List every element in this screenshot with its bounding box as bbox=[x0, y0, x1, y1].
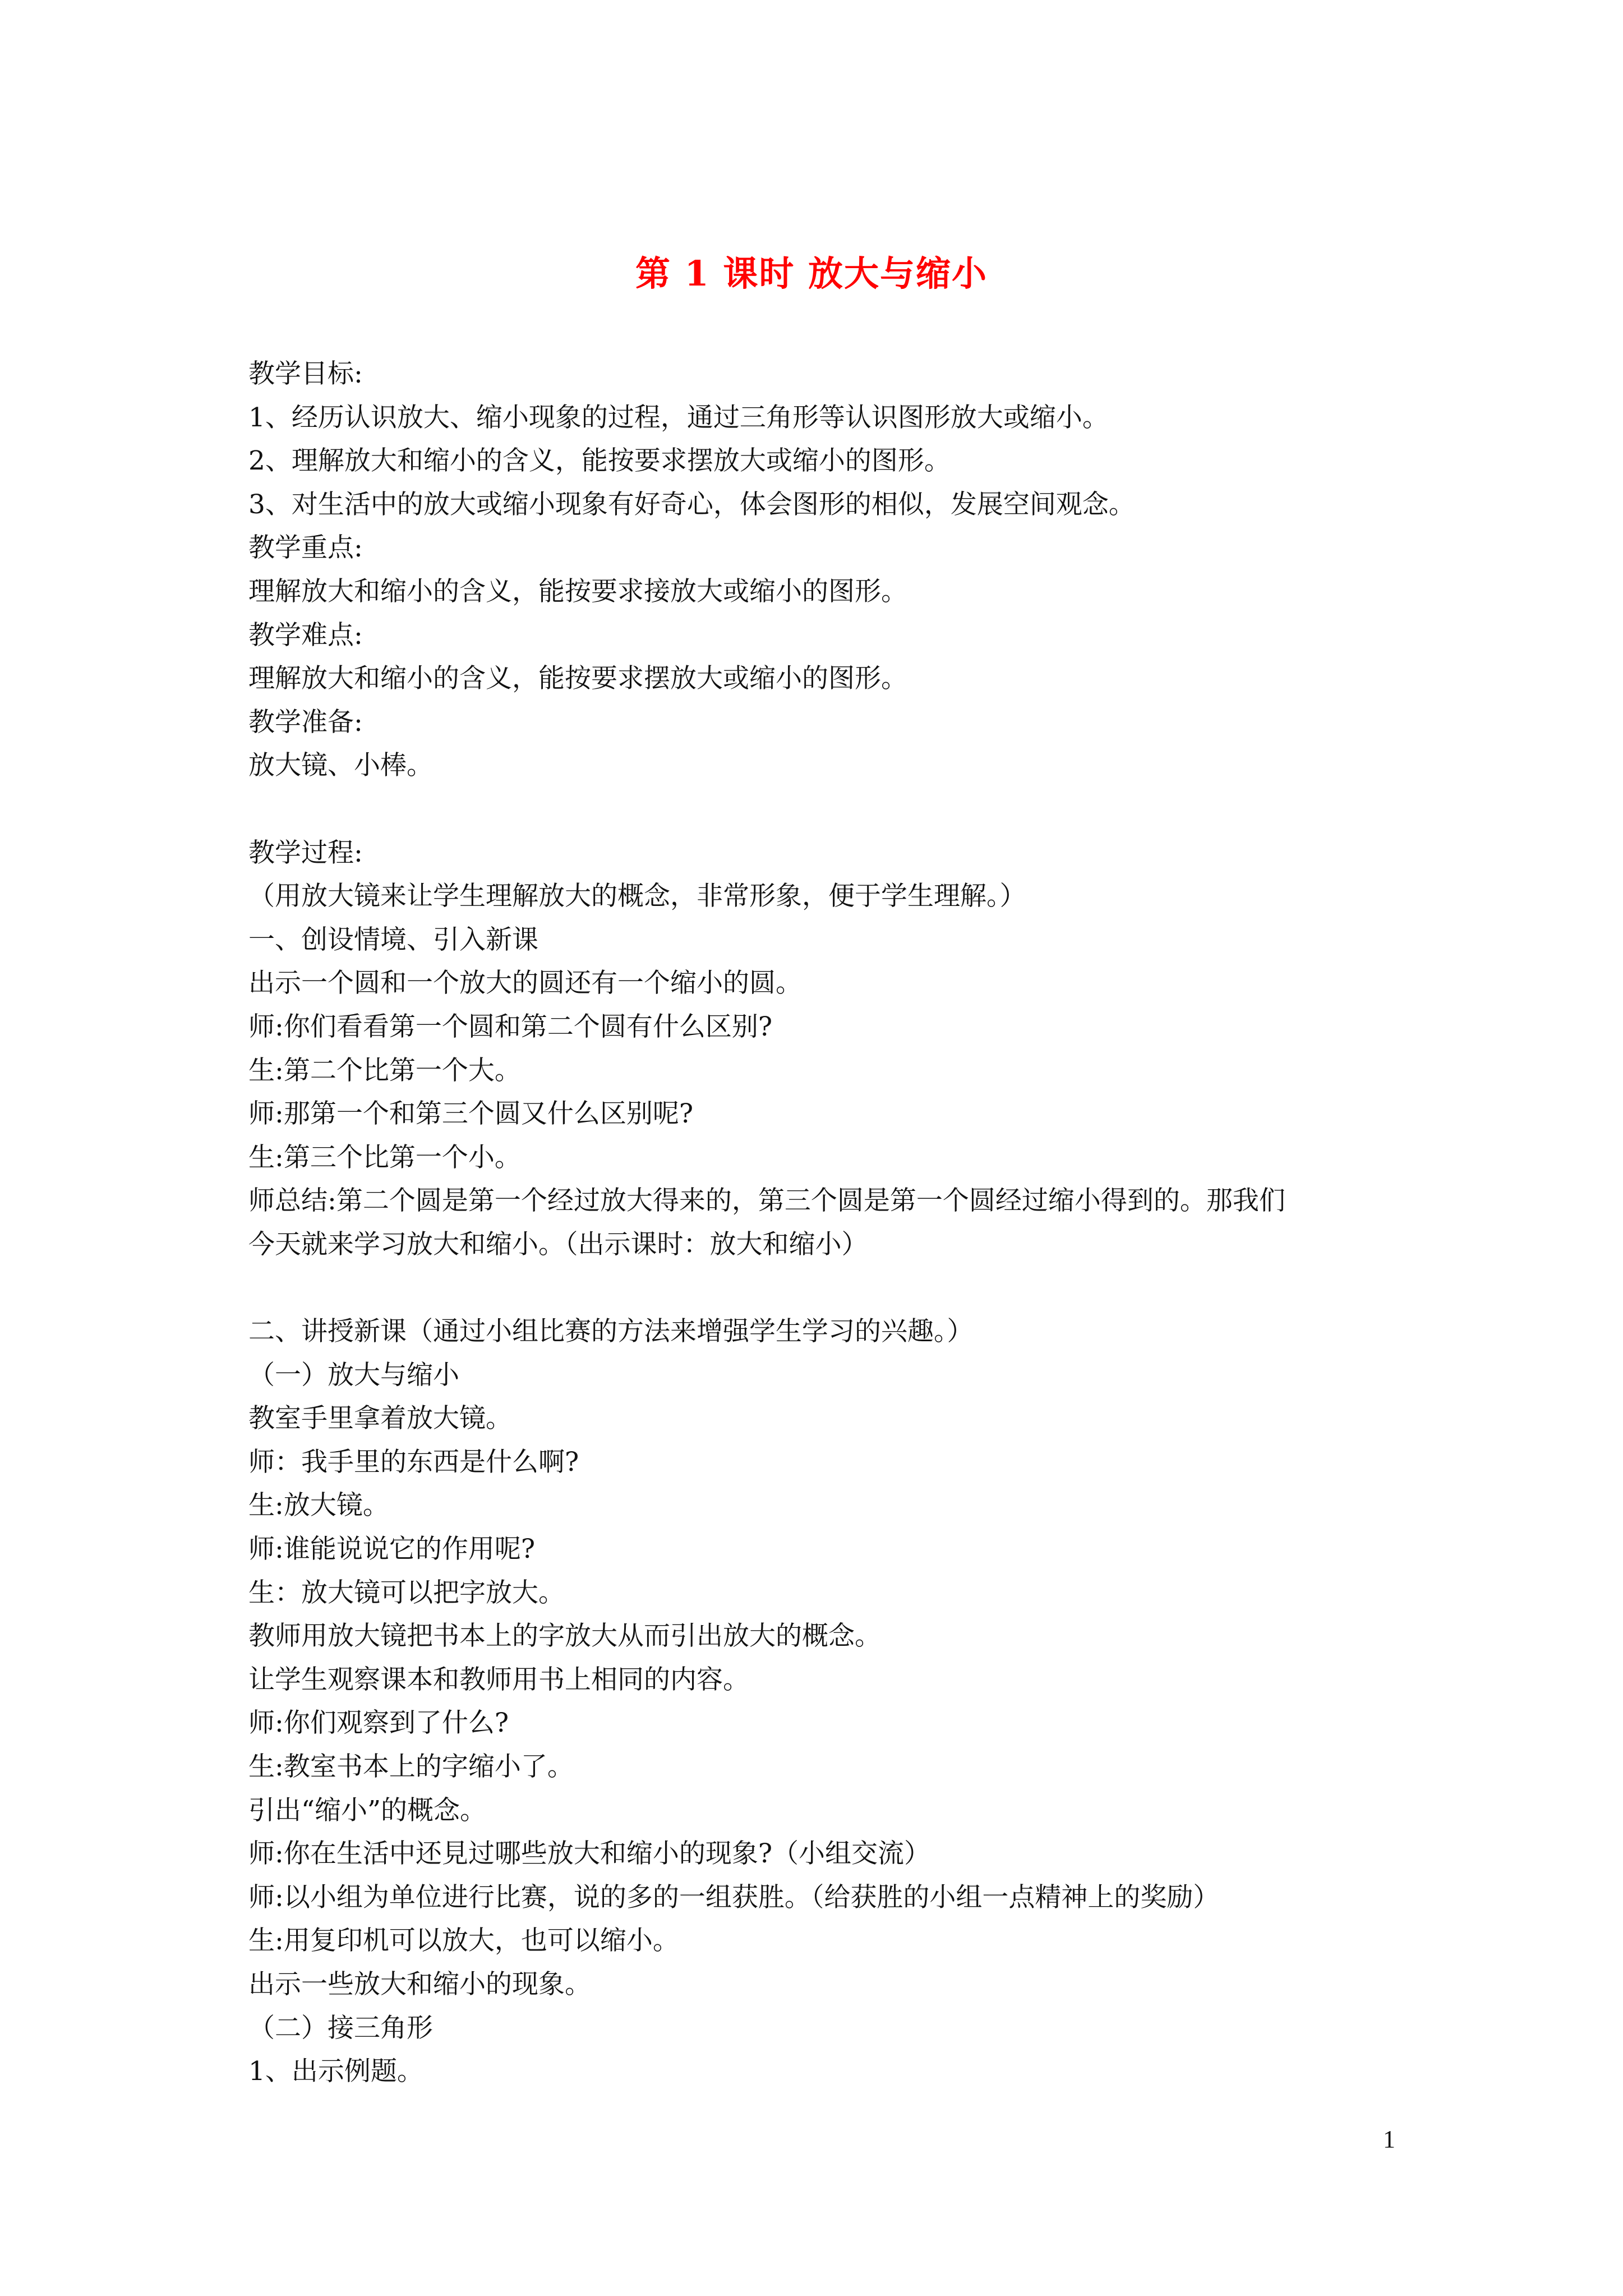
text-line: 教师用放大镜把书本上的字放大从而引出放大的概念。 bbox=[248, 1621, 881, 1652]
text-line: 理解放大和缩小的含义，能按要求摆放大或缩小的图形。 bbox=[248, 663, 907, 694]
text-line: 师：我手里的东西是什么啊? bbox=[248, 1446, 579, 1478]
text-line: 3、对生活中的放大或缩小现象有好奇心，体会图形的相似，发展空间观念。 bbox=[248, 489, 1135, 520]
text-line: 教室手里拿着放大镜。 bbox=[248, 1403, 512, 1434]
text-line: 师:你在生活中还見过哪些放大和缩小的现象?（小组交流） bbox=[248, 1838, 931, 1870]
blank-line bbox=[248, 788, 1404, 831]
text-line: 师总结:第二个圆是第一个经过放大得来的，第三个圆是第一个圆经过缩小得到的。那我们 bbox=[248, 1185, 1285, 1217]
document-body bbox=[248, 352, 1404, 2093]
text-line: 理解放大和缩小的含义，能按要求接放大或缩小的图形。 bbox=[248, 576, 907, 607]
text-line: 1、经历认识放大、缩小现象的过程，通过三角形等认识图形放大或缩小。 bbox=[248, 402, 1109, 433]
text-line: 生:用复印机可以放大，也可以缩小。 bbox=[248, 1925, 679, 1957]
text-line: 引出“缩小”的概念。 bbox=[248, 1795, 487, 1826]
text-line: 教学准备: bbox=[248, 706, 363, 738]
text-line: （一）放大与缩小 bbox=[248, 1359, 459, 1391]
text-line: 教学难点: bbox=[248, 619, 363, 651]
text-line: 师:那第一个和第三个圆又什么区别呢? bbox=[248, 1098, 694, 1130]
text-line: 教学目标: bbox=[248, 358, 363, 389]
text-line: 生:第三个比第一个小。 bbox=[248, 1142, 521, 1173]
text-line: 今天就来学习放大和缩小。（出示课时：放大和缩小） bbox=[248, 1228, 868, 1260]
text-line: 教学过程: bbox=[248, 837, 363, 868]
text-line: （用放大镜来让学生理解放大的概念，非常形象，便于学生理解。） bbox=[248, 881, 1026, 912]
page-number: 1 bbox=[1383, 2125, 1395, 2153]
text-line: 师:以小组为单位进行比赛，说的多的一组获胜。（给获胜的小组一点精神上的奖励） bbox=[248, 1881, 1220, 1913]
text-line: 出示一些放大和缩小的现象。 bbox=[248, 1968, 591, 2000]
blank-line bbox=[248, 1266, 1404, 1310]
text-line: （二）接三角形 bbox=[248, 2012, 433, 2044]
text-line: 师:你们观察到了什么? bbox=[248, 1708, 509, 1739]
text-line: 出示一个圆和一个放大的圆还有一个缩小的圆。 bbox=[248, 968, 802, 999]
text-line: 生：放大镜可以把字放大。 bbox=[248, 1577, 565, 1608]
page-title: 第 1 课时 放大与缩小 bbox=[635, 253, 988, 294]
text-line: 教学重点: bbox=[248, 532, 363, 564]
text-line: 2、理解放大和缩小的含义，能按要求摆放大或缩小的图形。 bbox=[248, 445, 951, 477]
text-line: 生:放大镜。 bbox=[248, 1490, 389, 1521]
text-line: 让学生观察课本和教师用书上相同的内容。 bbox=[248, 1664, 749, 1695]
text-line: 生:第二个比第一个大。 bbox=[248, 1055, 521, 1086]
text-line: 生:教室书本上的字缩小了。 bbox=[248, 1751, 574, 1782]
text-line: 一、创设情境、引入新课 bbox=[248, 924, 538, 955]
text-line: 师:你们看看第一个圆和第二个圆有什么区别? bbox=[248, 1011, 773, 1042]
text-line: 1、出示例题。 bbox=[248, 2056, 423, 2087]
text-line: 师:谁能说说它的作用呢? bbox=[248, 1534, 536, 1565]
text-line: 放大镜、小棒。 bbox=[248, 750, 433, 781]
text-line: 二、讲授新课（通过小组比赛的方法来增强学生学习的兴趣。） bbox=[248, 1316, 974, 1347]
